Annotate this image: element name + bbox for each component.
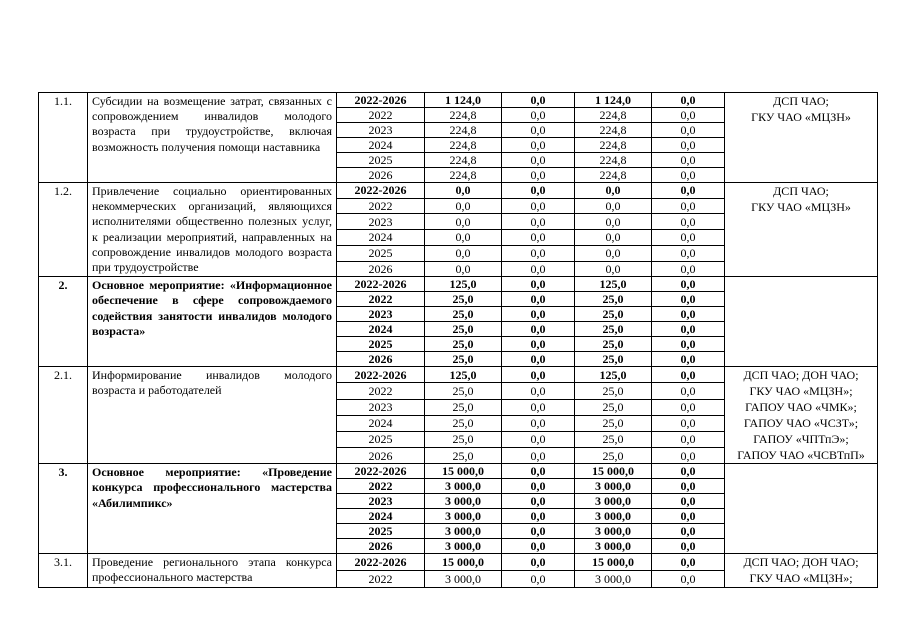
amount-cell: 0,0: [425, 230, 502, 246]
year-cell: 2026: [337, 352, 425, 367]
amount-cell: 3 000,0: [575, 539, 652, 554]
amount-cell: 25,0: [425, 399, 502, 415]
item-number: 1.2.: [39, 183, 88, 277]
amount-cell: 125,0: [425, 367, 502, 383]
amount-cell: 0,0: [652, 322, 725, 337]
year-cell: 2026: [337, 261, 425, 277]
year-cell: 2023: [337, 123, 425, 138]
amount-cell: 0,0: [502, 214, 575, 230]
amount-cell: 0,0: [575, 245, 652, 261]
amount-cell: 0,0: [502, 383, 575, 399]
amount-cell: 25,0: [575, 383, 652, 399]
amount-cell: 3 000,0: [425, 539, 502, 554]
year-cell: 2022: [337, 383, 425, 399]
amount-cell: 25,0: [575, 292, 652, 307]
amount-cell: 15 000,0: [575, 464, 652, 479]
year-cell: 2022: [337, 292, 425, 307]
year-cell: 2025: [337, 524, 425, 539]
amount-cell: 0,0: [502, 230, 575, 246]
item-description: Проведение регионального этапа конкурса профессионального мастерства: [88, 554, 337, 587]
amount-cell: 224,8: [425, 168, 502, 183]
item-description: Основное мероприятие: «Информационное обеспечение в сфере сопровождаемого содействия занятости инвалидов молодого возраста»: [88, 277, 337, 367]
amount-cell: 0,0: [575, 183, 652, 199]
amount-cell: 0,0: [652, 399, 725, 415]
executors-cell: [725, 277, 878, 367]
amount-cell: 224,8: [575, 153, 652, 168]
amount-cell: 0,0: [652, 415, 725, 431]
amount-cell: 25,0: [425, 322, 502, 337]
amount-cell: 0,0: [652, 230, 725, 246]
amount-cell: 0,0: [502, 539, 575, 554]
amount-cell: 0,0: [425, 261, 502, 277]
executors-cell: ДСП ЧАО; ГКУ ЧАО «МЦЗН»: [725, 183, 878, 277]
amount-cell: 0,0: [652, 214, 725, 230]
amount-cell: 0,0: [575, 261, 652, 277]
item-description: Привлечение социально ориентированных некоммерческих организаций, являющихся исполнителями общественно полезных услуг, к реализации мероприятий, направленных на сопровождение инвалидов молодого возраста при трудоустройстве: [88, 183, 337, 277]
amount-cell: 0,0: [502, 261, 575, 277]
year-cell: 2024: [337, 509, 425, 524]
amount-cell: 0,0: [652, 245, 725, 261]
amount-cell: 0,0: [652, 277, 725, 292]
amount-cell: 0,0: [652, 153, 725, 168]
amount-cell: 0,0: [502, 367, 575, 383]
executors-cell: ДСП ЧАО; ДОН ЧАО; ГКУ ЧАО «МЦЗН»;: [725, 554, 878, 587]
amount-cell: 0,0: [502, 337, 575, 352]
amount-cell: 25,0: [425, 307, 502, 322]
amount-cell: 25,0: [575, 307, 652, 322]
year-cell: 2022-2026: [337, 367, 425, 383]
item-number: 3.: [39, 464, 88, 554]
year-cell: 2022-2026: [337, 93, 425, 108]
amount-cell: 224,8: [575, 138, 652, 153]
amount-cell: 25,0: [425, 383, 502, 399]
amount-cell: 0,0: [502, 292, 575, 307]
year-cell: 2026: [337, 539, 425, 554]
amount-cell: 25,0: [425, 352, 502, 367]
amount-cell: 0,0: [502, 93, 575, 108]
amount-cell: 3 000,0: [575, 570, 652, 587]
amount-cell: 25,0: [575, 448, 652, 464]
executors-cell: [725, 464, 878, 554]
year-cell: 2025: [337, 431, 425, 447]
amount-cell: 0,0: [502, 431, 575, 447]
year-cell: 2022: [337, 108, 425, 123]
amount-cell: 0,0: [502, 307, 575, 322]
table-row: [39, 183, 878, 199]
year-cell: 2024: [337, 415, 425, 431]
amount-cell: 0,0: [502, 494, 575, 509]
year-cell: 2023: [337, 494, 425, 509]
item-description: Субсидии на возмещение затрат, связанных с сопровождением инвалидов молодого возраста при трудоустройстве, включая возможность получения помощи наставника: [88, 93, 337, 183]
amount-cell: 0,0: [502, 198, 575, 214]
amount-cell: 3 000,0: [425, 494, 502, 509]
amount-cell: 0,0: [652, 509, 725, 524]
amount-cell: 3 000,0: [575, 509, 652, 524]
amount-cell: 15 000,0: [425, 554, 502, 571]
amount-cell: 0,0: [425, 245, 502, 261]
amount-cell: 25,0: [575, 322, 652, 337]
table-row: [39, 367, 878, 383]
year-cell: 2022: [337, 570, 425, 587]
amount-cell: 25,0: [425, 292, 502, 307]
amount-cell: 3 000,0: [425, 509, 502, 524]
amount-cell: 0,0: [652, 198, 725, 214]
year-cell: 2022: [337, 198, 425, 214]
year-cell: 2022-2026: [337, 277, 425, 292]
amount-cell: 25,0: [425, 337, 502, 352]
amount-cell: 0,0: [652, 539, 725, 554]
amount-cell: 0,0: [502, 479, 575, 494]
amount-cell: 1 124,0: [575, 93, 652, 108]
amount-cell: 224,8: [575, 168, 652, 183]
amount-cell: 0,0: [652, 524, 725, 539]
amount-cell: 3 000,0: [425, 524, 502, 539]
amount-cell: 25,0: [575, 415, 652, 431]
amount-cell: 3 000,0: [575, 494, 652, 509]
amount-cell: 0,0: [502, 352, 575, 367]
amount-cell: 0,0: [652, 554, 725, 571]
amount-cell: 0,0: [652, 93, 725, 108]
amount-cell: 0,0: [502, 448, 575, 464]
amount-cell: 224,8: [425, 123, 502, 138]
amount-cell: 224,8: [575, 123, 652, 138]
amount-cell: 3 000,0: [575, 524, 652, 539]
amount-cell: 0,0: [652, 383, 725, 399]
table-row: [39, 554, 878, 571]
amount-cell: 0,0: [652, 367, 725, 383]
amount-cell: 25,0: [425, 431, 502, 447]
amount-cell: 0,0: [502, 399, 575, 415]
table-row: [39, 464, 878, 479]
amount-cell: 15 000,0: [575, 554, 652, 571]
amount-cell: 25,0: [575, 337, 652, 352]
year-cell: 2022-2026: [337, 464, 425, 479]
amount-cell: 0,0: [502, 168, 575, 183]
item-description: Основное мероприятие: «Проведение конкурса профессионального мастерства «Абилимпикс»: [88, 464, 337, 554]
amount-cell: 0,0: [502, 554, 575, 571]
amount-cell: 0,0: [502, 277, 575, 292]
amount-cell: 0,0: [652, 183, 725, 199]
amount-cell: 0,0: [652, 292, 725, 307]
amount-cell: 0,0: [502, 509, 575, 524]
amount-cell: 0,0: [502, 108, 575, 123]
amount-cell: 0,0: [575, 214, 652, 230]
amount-cell: 0,0: [425, 214, 502, 230]
amount-cell: 0,0: [652, 448, 725, 464]
amount-cell: 0,0: [502, 138, 575, 153]
item-number: 2.: [39, 277, 88, 367]
amount-cell: 0,0: [502, 183, 575, 199]
amount-cell: 0,0: [575, 230, 652, 246]
year-cell: 2023: [337, 307, 425, 322]
item-description: Информирование инвалидов молодого возраста и работодателей: [88, 367, 337, 464]
amount-cell: 224,8: [425, 138, 502, 153]
year-cell: 2023: [337, 214, 425, 230]
amount-cell: 0,0: [652, 307, 725, 322]
amount-cell: 224,8: [425, 153, 502, 168]
year-cell: 2024: [337, 138, 425, 153]
year-cell: 2022: [337, 479, 425, 494]
year-cell: 2022-2026: [337, 183, 425, 199]
year-cell: 2022-2026: [337, 554, 425, 571]
year-cell: 2026: [337, 448, 425, 464]
year-cell: 2025: [337, 337, 425, 352]
amount-cell: 0,0: [652, 431, 725, 447]
executors-cell: ДСП ЧАО; ГКУ ЧАО «МЦЗН»: [725, 93, 878, 183]
amount-cell: 0,0: [652, 123, 725, 138]
year-cell: 2026: [337, 168, 425, 183]
item-number: 2.1.: [39, 367, 88, 464]
amount-cell: 15 000,0: [425, 464, 502, 479]
table-row: [39, 277, 878, 292]
amount-cell: 0,0: [652, 337, 725, 352]
executors-cell: ДСП ЧАО; ДОН ЧАО; ГКУ ЧАО «МЦЗН»; ГАПОУ ЧАО «ЧМК»; ГАПОУ ЧАО «ЧСЗТ»; ГАПОУ «ЧПТпЭ»; ГАПОУ ЧАО «ЧСВТпП»: [725, 367, 878, 464]
amount-cell: 25,0: [575, 399, 652, 415]
amount-cell: 3 000,0: [425, 479, 502, 494]
amount-cell: 0,0: [575, 198, 652, 214]
year-cell: 2025: [337, 245, 425, 261]
item-number: 1.1.: [39, 93, 88, 183]
amount-cell: 0,0: [652, 261, 725, 277]
table-body: [39, 93, 878, 588]
amount-cell: 125,0: [575, 277, 652, 292]
amount-cell: 25,0: [575, 352, 652, 367]
amount-cell: 25,0: [575, 431, 652, 447]
amount-cell: 0,0: [652, 570, 725, 587]
amount-cell: 224,8: [575, 108, 652, 123]
amount-cell: 0,0: [502, 464, 575, 479]
budget-table: [38, 92, 878, 588]
amount-cell: 0,0: [502, 322, 575, 337]
year-cell: 2024: [337, 322, 425, 337]
amount-cell: 25,0: [425, 415, 502, 431]
amount-cell: 0,0: [652, 479, 725, 494]
amount-cell: 125,0: [575, 367, 652, 383]
amount-cell: 0,0: [425, 198, 502, 214]
amount-cell: 0,0: [652, 494, 725, 509]
amount-cell: 0,0: [502, 123, 575, 138]
amount-cell: 0,0: [502, 524, 575, 539]
amount-cell: 125,0: [425, 277, 502, 292]
amount-cell: 3 000,0: [575, 479, 652, 494]
amount-cell: 0,0: [652, 168, 725, 183]
amount-cell: 0,0: [502, 245, 575, 261]
amount-cell: 0,0: [502, 570, 575, 587]
amount-cell: 0,0: [652, 464, 725, 479]
amount-cell: 1 124,0: [425, 93, 502, 108]
item-number: 3.1.: [39, 554, 88, 587]
amount-cell: 0,0: [502, 153, 575, 168]
amount-cell: 3 000,0: [425, 570, 502, 587]
year-cell: 2025: [337, 153, 425, 168]
year-cell: 2024: [337, 230, 425, 246]
year-cell: 2023: [337, 399, 425, 415]
amount-cell: 0,0: [652, 138, 725, 153]
amount-cell: 0,0: [652, 352, 725, 367]
amount-cell: 0,0: [652, 108, 725, 123]
amount-cell: 25,0: [425, 448, 502, 464]
amount-cell: 0,0: [425, 183, 502, 199]
amount-cell: 0,0: [502, 415, 575, 431]
table-row: [39, 93, 878, 108]
amount-cell: 224,8: [425, 108, 502, 123]
